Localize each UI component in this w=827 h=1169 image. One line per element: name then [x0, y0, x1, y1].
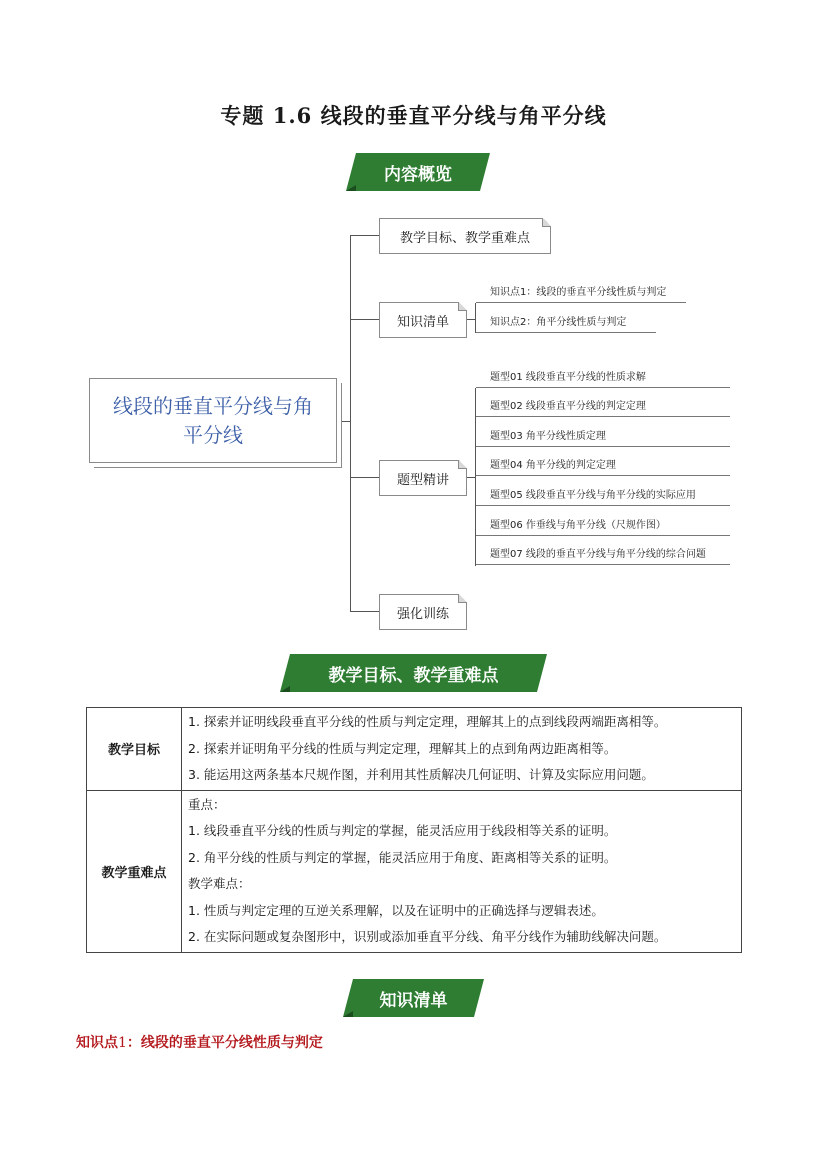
- mindmap-type-item: 题型07 线段的垂直平分线与角平分线的综合问题: [476, 541, 730, 565]
- mindmap-type-item: 题型04 角平分线的判定定理: [476, 452, 730, 476]
- mindmap-type-item: 题型01 线段垂直平分线的性质求解: [476, 364, 730, 388]
- goal-item: 2. 探索并证明角平分线的性质与判定定理，理解其上的点到角两边距离相等。: [188, 740, 617, 756]
- mindmap-knowledge-item: 知识点1：线段的垂直平分线性质与判定: [476, 279, 686, 303]
- difficult-point: 1. 性质与判定定理的互逆关系理解，以及在证明中的正确选择与逻辑表述。: [188, 902, 604, 918]
- section-banner-knowledge: [343, 978, 484, 1018]
- goals-head: 教学目标: [87, 708, 182, 791]
- key-point: 2. 角平分线的性质与判定的掌握，能灵活应用于角度、距离相等关系的证明。: [188, 849, 617, 865]
- key-label: 重点：: [188, 796, 226, 812]
- page-title: 专题 1.6 线段的垂直平分线与角平分线: [220, 103, 607, 128]
- banner-label: 教学目标、教学重难点: [328, 665, 499, 686]
- banner-label: 知识清单: [379, 990, 448, 1011]
- key-point: 1. 线段垂直平分线的性质与判定的掌握，能灵活应用于线段相等关系的证明。: [188, 823, 617, 838]
- mindmap-branch-knowledge: 知识清单: [379, 302, 467, 338]
- mindmap-branch-goals: 教学目标、教学重难点: [379, 218, 551, 254]
- table-row: [87, 708, 742, 791]
- section-banner-goals: [280, 653, 547, 693]
- goal-item: 1. 探索并证明线段垂直平分线的性质与判定定理，理解其上的点到线段两端距离相等。: [188, 714, 667, 729]
- table-row: [87, 790, 742, 952]
- banner-label: 内容概览: [384, 164, 452, 185]
- goal-item: 3. 能运用这两条基本尺规作图，并利用其性质解决几何证明、计算及实际应用问题。: [188, 767, 654, 782]
- knowledge-point-heading: [76, 1032, 323, 1052]
- difficult-label: 教学难点：: [188, 876, 251, 891]
- goals-cell: [182, 708, 742, 791]
- section-banner-overview: [346, 152, 490, 192]
- mindmap-type-item: 题型02 线段垂直平分线的判定定理: [476, 393, 730, 417]
- mindmap-root: [89, 378, 337, 463]
- mindmap-knowledge-item: 知识点2：角平分线性质与判定: [476, 309, 656, 333]
- knowledge-point-number: 1: [118, 1035, 127, 1051]
- difficult-point: 2. 在实际问题或复杂图形中，识别或添加垂直平分线、角平分线作为辅助线解决问题。: [188, 929, 667, 944]
- mindmap-type-item: 题型03 角平分线性质定理: [476, 423, 730, 447]
- mindmap-branch-types: 题型精讲: [379, 460, 467, 496]
- difficulty-cell: [182, 790, 742, 952]
- mindmap-root-label: 线段的垂直平分线与角平分线: [113, 393, 313, 447]
- mindmap-type-item: 题型05 线段垂直平分线与角平分线的实际应用: [476, 482, 730, 506]
- goals-table: [86, 707, 742, 953]
- knowledge-point-prefix: 知识点: [76, 1035, 118, 1051]
- mindmap-branch-practice: 强化训练: [379, 594, 467, 630]
- knowledge-point-text: ：线段的垂直平分线性质与判定: [126, 1035, 323, 1051]
- difficulty-head: 教学重难点: [87, 790, 182, 952]
- mindmap-type-item: 题型06 作垂线与角平分线（尺规作图）: [476, 512, 730, 536]
